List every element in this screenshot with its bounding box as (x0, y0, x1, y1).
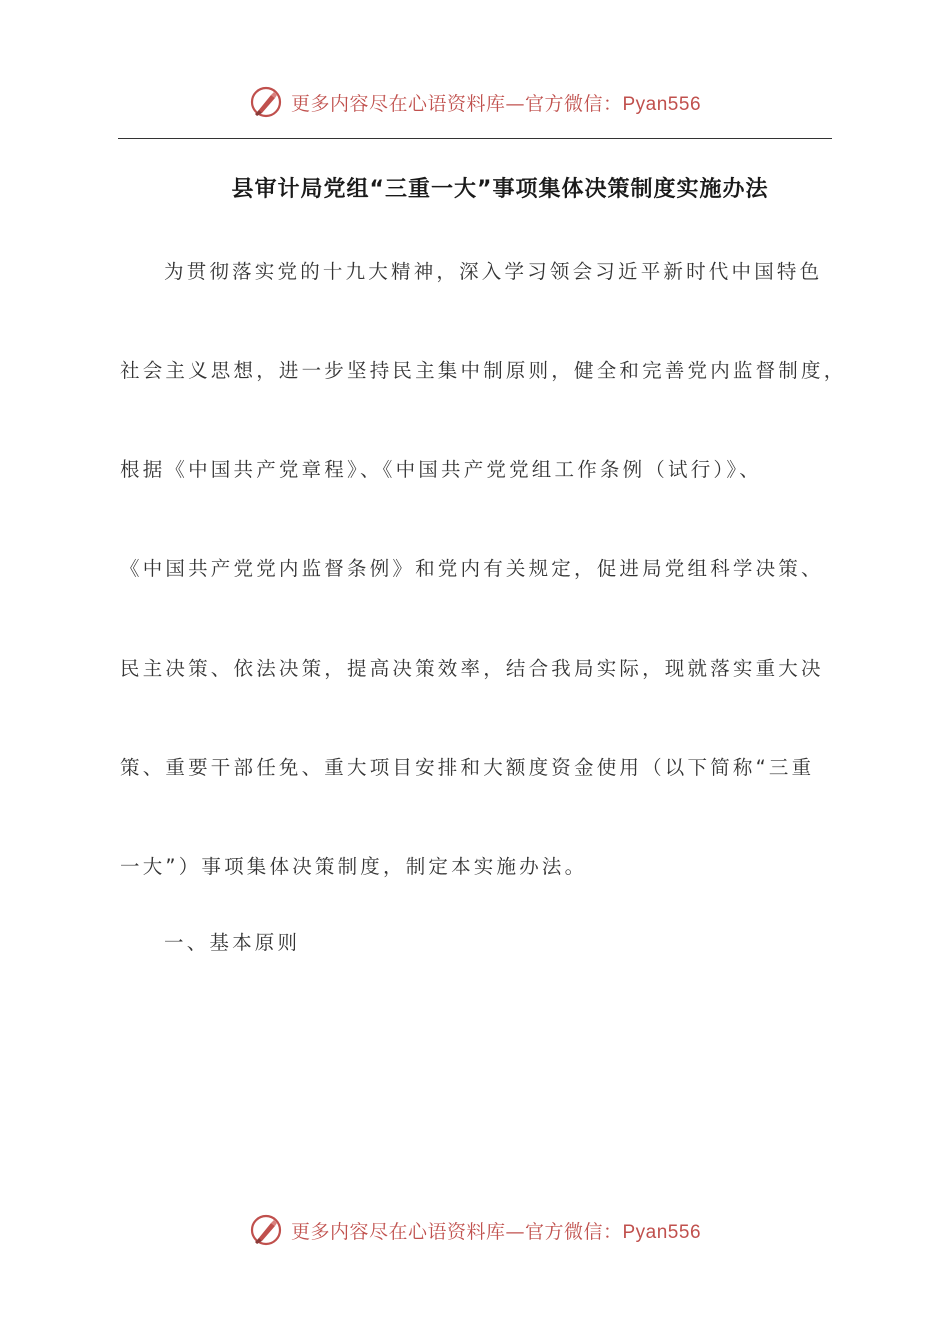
footer-banner (0, 1210, 950, 1250)
banner-text (291, 1217, 701, 1244)
banner-slogan: 更多内容尽在心语资料库—官方微信： (290, 92, 623, 115)
header-banner (0, 82, 950, 122)
body-line-1: 为贯彻落实党的十九大精神，深入学习领会习近平新时代中国特色 (164, 260, 823, 283)
header-rule (118, 138, 832, 139)
banner-text (291, 89, 701, 116)
banner-slogan: 更多内容尽在心语资料库—官方微信： (290, 1220, 623, 1243)
banner-wechat-id: Pyan556 (622, 93, 702, 115)
body-line-4: 《中国共产党党内监督条例》和党内有关规定，促进局党组科学决策、 (120, 557, 824, 580)
banner-wechat-id: Pyan556 (622, 1221, 702, 1243)
body-line-2: 社会主义思想，进一步坚持民主集中制原则，健全和完善党内监督制度， (120, 359, 847, 382)
body-line-6: 策、重要干部任免、重大项目安排和大额度资金使用（以下简称“三重 (120, 756, 815, 779)
pen-nib-logo-icon (249, 1213, 283, 1247)
body-line-3: 根据《中国共产党章程》、《中国共产党党组工作条例（试行）》、 (120, 458, 763, 481)
pen-nib-logo-icon (249, 85, 283, 119)
document-title: 县审计局党组“三重一大”事项集体决策制度实施办法 (231, 177, 769, 202)
section-heading: 一、基本原则 (164, 931, 301, 954)
body-line-7: 一大”）事项集体决策制度，制定本实施办法。 (120, 855, 588, 878)
body-line-5: 民主决策、依法决策，提高决策效率，结合我局实际，现就落实重大决 (120, 657, 824, 680)
